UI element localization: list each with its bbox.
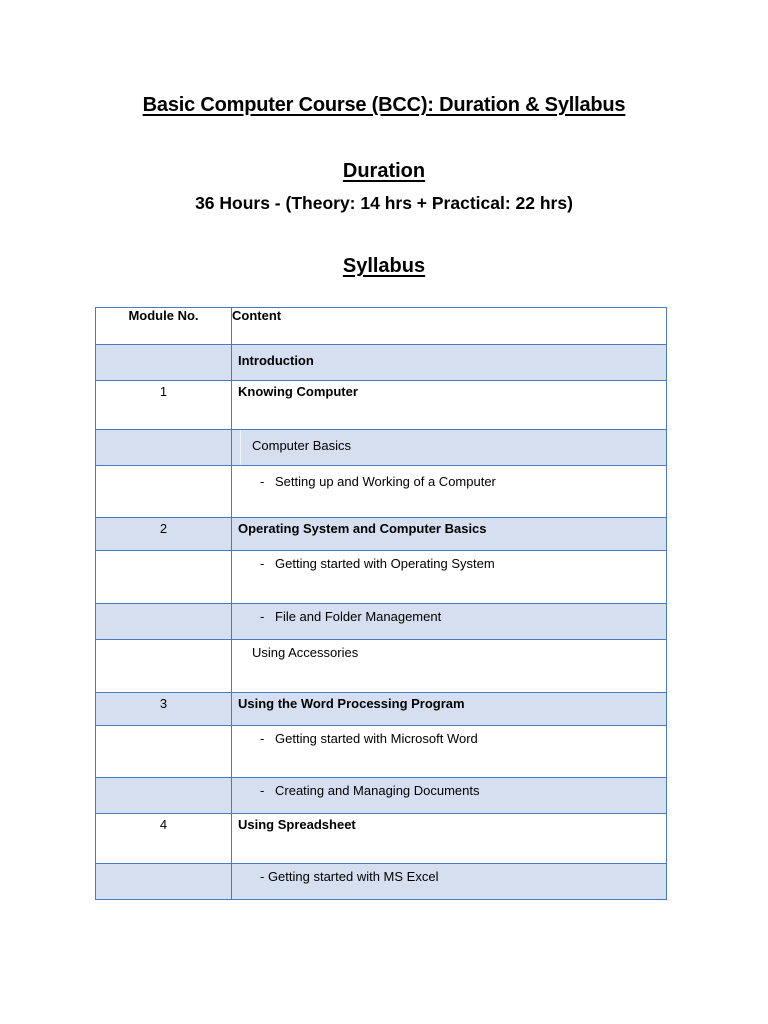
content-cell	[232, 864, 667, 900]
table-row	[96, 430, 667, 466]
content-cell	[232, 430, 667, 466]
table-row	[96, 381, 667, 430]
table-row	[96, 466, 667, 518]
topic-text: - Getting started with MS Excel	[260, 869, 439, 884]
topic-text: Introduction	[238, 353, 314, 368]
module-number-cell: 2	[96, 518, 232, 551]
module-number-cell	[96, 864, 232, 900]
content-cell	[232, 778, 667, 814]
module-number-cell: 4	[96, 814, 232, 864]
bullet-dash: -	[260, 783, 265, 798]
topic-text	[232, 551, 666, 571]
content-cell	[232, 518, 667, 551]
module-number-cell: 3	[96, 693, 232, 726]
content-cell	[232, 693, 667, 726]
topic-text: Knowing Computer	[238, 384, 358, 399]
topic-text	[232, 466, 666, 489]
topic-text	[232, 778, 666, 798]
duration-heading: Duration	[342, 160, 426, 182]
content-cell	[232, 551, 667, 604]
content-cell	[232, 640, 667, 693]
topic-text: Operating System and Computer Basics	[238, 521, 487, 536]
table-row	[96, 518, 667, 551]
topic-text: Using Spreadsheet	[238, 817, 356, 832]
module-number-cell	[96, 604, 232, 640]
syllabus-table	[95, 307, 667, 900]
header-content: Content	[232, 308, 667, 345]
module-number-cell	[96, 466, 232, 518]
table-row	[96, 778, 667, 814]
bullet-dash: -	[260, 609, 265, 624]
topic-text	[232, 726, 666, 746]
module-number-cell: 1	[96, 381, 232, 430]
module-number-cell	[96, 345, 232, 381]
document-title: Basic Computer Course (BCC): Duration & Syllabus	[142, 94, 626, 116]
module-number-cell	[96, 430, 232, 466]
bullet-dash: -	[260, 474, 265, 489]
module-number-cell	[96, 551, 232, 604]
table-row	[96, 640, 667, 693]
content-cell	[232, 726, 667, 778]
module-number-cell	[96, 778, 232, 814]
table-row	[96, 345, 667, 381]
topic-text	[232, 604, 666, 624]
content-cell	[232, 381, 667, 430]
content-cell	[232, 466, 667, 518]
table-row	[96, 693, 667, 726]
bullet-label: File and Folder Management	[275, 609, 442, 624]
bullet-dash: -	[260, 731, 265, 746]
topic-text: Using Accessories	[252, 645, 359, 660]
bullet-label: Getting started with Operating System	[275, 556, 495, 571]
topic-text: Computer Basics	[252, 438, 351, 453]
bullet-label: Setting up and Working of a Computer	[275, 474, 496, 489]
table-row	[96, 864, 667, 900]
bullet-label: Getting started with Microsoft Word	[275, 731, 478, 746]
header-module-no: Module No.	[96, 308, 232, 345]
module-number-cell	[96, 640, 232, 693]
bullet-dash: -	[260, 556, 265, 571]
table-row	[96, 814, 667, 864]
module-number-cell	[96, 726, 232, 778]
table-row	[96, 604, 667, 640]
content-cell	[232, 814, 667, 864]
topic-text: Using the Word Processing Program	[238, 696, 465, 711]
duration-text: 36 Hours - (Theory: 14 hrs + Practical: 22 hrs)	[195, 193, 573, 213]
table-row	[96, 551, 667, 604]
bullet-label: Creating and Managing Documents	[275, 783, 480, 798]
syllabus-heading: Syllabus	[342, 255, 426, 277]
table-header-row	[96, 308, 667, 345]
content-cell	[232, 345, 667, 381]
content-cell	[232, 604, 667, 640]
table-row	[96, 726, 667, 778]
